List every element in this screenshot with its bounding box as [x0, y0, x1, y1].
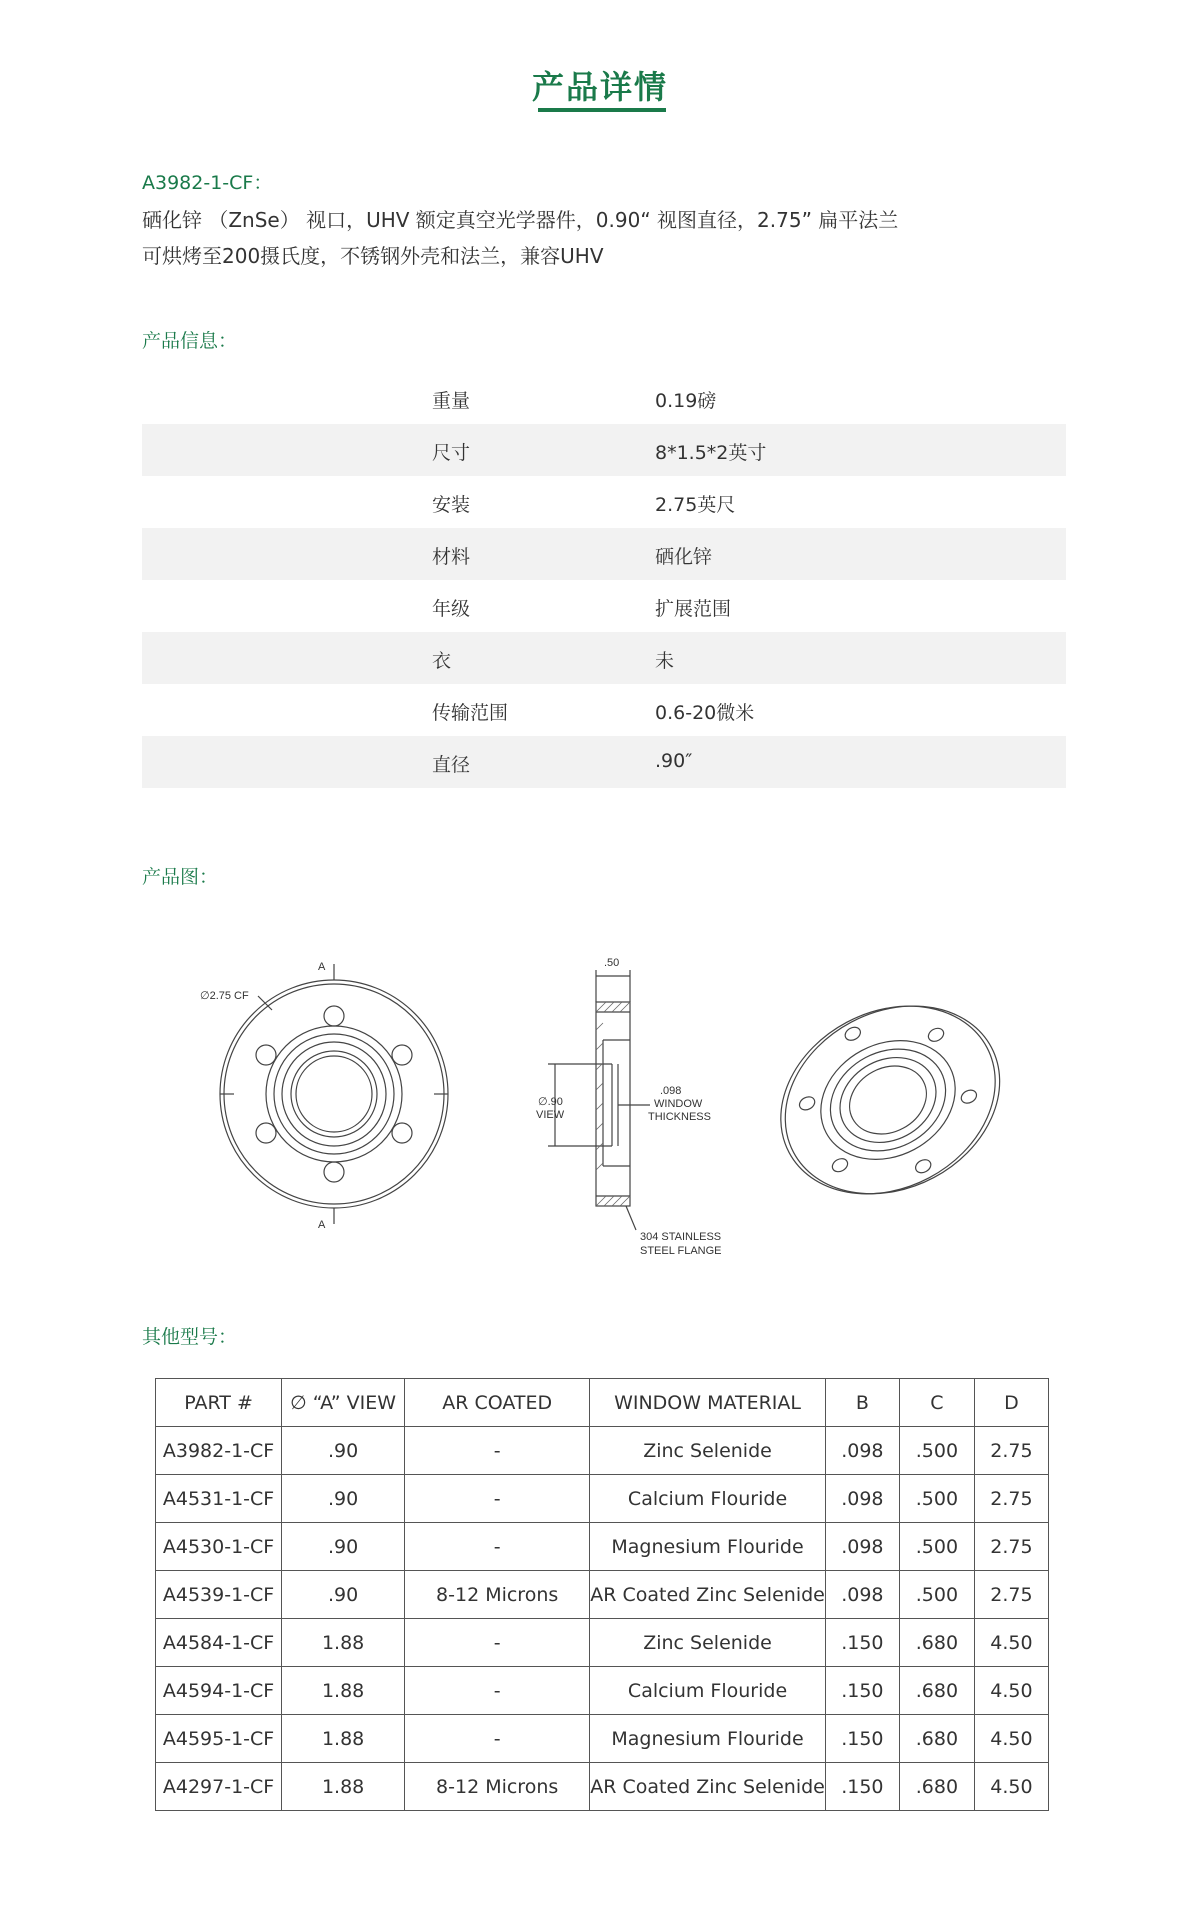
- column-header: ∅ “A” VIEW: [282, 1379, 405, 1427]
- table-cell: Zinc Selenide: [590, 1619, 826, 1667]
- table-cell: 8-12 Microns: [405, 1571, 590, 1619]
- width-label: .50: [604, 957, 620, 969]
- column-header: WINDOW MATERIAL: [590, 1379, 826, 1427]
- info-heading: 产品信息：: [142, 330, 238, 352]
- spec-key: 年级: [432, 598, 471, 620]
- table-cell: Magnesium Flouride: [590, 1715, 826, 1763]
- spec-key: 尺寸: [432, 442, 471, 464]
- table-cell: .500: [899, 1523, 974, 1571]
- table-cell: 2.75: [974, 1475, 1048, 1523]
- section-a-top-label: A: [318, 961, 326, 973]
- title-underline: [538, 108, 666, 112]
- description-line-1: 硒化锌 （ZnSe） 视口，UHV 额定真空光学器件，0.90“ 视图直径，2.75” 扁平法兰: [142, 208, 899, 232]
- table-cell: -: [405, 1523, 590, 1571]
- table-cell: .500: [899, 1571, 974, 1619]
- table-cell: Magnesium Flouride: [590, 1523, 826, 1571]
- spec-row: [142, 424, 1066, 476]
- section-a-bottom-label: A: [318, 1219, 326, 1231]
- table-cell: 1.88: [282, 1619, 405, 1667]
- spec-value: .90″: [655, 750, 693, 772]
- table-cell: .500: [899, 1475, 974, 1523]
- spec-value: 扩展范围: [655, 598, 732, 620]
- spec-row: [142, 528, 1066, 580]
- spec-table: [142, 372, 1066, 788]
- column-header: B: [825, 1379, 899, 1427]
- table-cell: 4.50: [974, 1667, 1048, 1715]
- table-cell: 1.88: [282, 1715, 405, 1763]
- table-cell: .90: [282, 1475, 405, 1523]
- technical-drawing: [0, 940, 1200, 1280]
- table-cell: 2.75: [974, 1427, 1048, 1475]
- spec-key: 直径: [432, 754, 471, 776]
- spec-value: 0.19磅: [655, 390, 717, 412]
- table-cell: .90: [282, 1571, 405, 1619]
- thickness-label: THICKNESS: [648, 1111, 711, 1123]
- flange-material-label-1: 304 STAINLESS: [640, 1231, 722, 1243]
- table-row: [156, 1523, 1049, 1571]
- column-header: PART #: [156, 1379, 282, 1427]
- table-cell: .098: [825, 1523, 899, 1571]
- view-label: VIEW: [536, 1109, 565, 1121]
- column-header: D: [974, 1379, 1048, 1427]
- table-cell: A4530-1-CF: [156, 1523, 282, 1571]
- table-row: [156, 1619, 1049, 1667]
- spec-key: 传输范围: [432, 702, 509, 724]
- table-cell: .680: [899, 1763, 974, 1811]
- spec-value: 未: [655, 650, 675, 672]
- model-label: A3982-1-CF：: [142, 172, 273, 194]
- table-cell: 2.75: [974, 1571, 1048, 1619]
- table-cell: 1.88: [282, 1667, 405, 1715]
- table-cell: 8-12 Microns: [405, 1763, 590, 1811]
- table-cell: 4.50: [974, 1763, 1048, 1811]
- column-header: AR COATED: [405, 1379, 590, 1427]
- models-table: [155, 1378, 1049, 1811]
- table-cell: .680: [899, 1667, 974, 1715]
- spec-row: [142, 580, 1066, 632]
- front-view: [220, 964, 448, 1224]
- spec-value: 硒化锌: [655, 546, 713, 568]
- drawing-heading: 产品图：: [142, 866, 219, 888]
- table-row: [156, 1715, 1049, 1763]
- table-cell: 4.50: [974, 1619, 1048, 1667]
- table-row: [156, 1763, 1049, 1811]
- table-cell: -: [405, 1715, 590, 1763]
- table-cell: .150: [825, 1715, 899, 1763]
- table-cell: AR Coated Zinc Selenide: [590, 1763, 826, 1811]
- table-cell: A4531-1-CF: [156, 1475, 282, 1523]
- spec-row: [142, 736, 1066, 788]
- table-header-row: [156, 1379, 1049, 1427]
- table-cell: Calcium Flouride: [590, 1667, 826, 1715]
- table-cell: -: [405, 1619, 590, 1667]
- page-title: 产品详情: [531, 68, 668, 106]
- spec-value: 2.75英尺: [655, 494, 736, 516]
- table-cell: .150: [825, 1763, 899, 1811]
- thickness-window-label: WINDOW: [654, 1098, 703, 1110]
- table-cell: -: [405, 1475, 590, 1523]
- table-cell: .150: [825, 1667, 899, 1715]
- column-header: C: [899, 1379, 974, 1427]
- spec-row: [142, 684, 1066, 736]
- table-cell: -: [405, 1667, 590, 1715]
- table-cell: 2.75: [974, 1523, 1048, 1571]
- table-row: [156, 1475, 1049, 1523]
- table-cell: A4539-1-CF: [156, 1571, 282, 1619]
- isometric-view: [748, 968, 1033, 1232]
- description-line-2: 可烘烤至200摄氏度，不锈钢外壳和法兰，兼容UHV: [142, 244, 604, 268]
- spec-key: 衣: [432, 650, 452, 672]
- spec-row: [142, 372, 1066, 424]
- table-cell: A3982-1-CF: [156, 1427, 282, 1475]
- table-cell: A4297-1-CF: [156, 1763, 282, 1811]
- table-cell: .90: [282, 1523, 405, 1571]
- spec-row: [142, 476, 1066, 528]
- table-cell: .680: [899, 1715, 974, 1763]
- table-cell: .098: [825, 1475, 899, 1523]
- table-cell: A4584-1-CF: [156, 1619, 282, 1667]
- cf-diameter-label: ∅2.75 CF: [200, 990, 249, 1002]
- table-cell: A4595-1-CF: [156, 1715, 282, 1763]
- table-cell: AR Coated Zinc Selenide: [590, 1571, 826, 1619]
- table-cell: Zinc Selenide: [590, 1427, 826, 1475]
- spec-row: [142, 632, 1066, 684]
- table-row: [156, 1667, 1049, 1715]
- table-cell: 4.50: [974, 1715, 1048, 1763]
- table-cell: .098: [825, 1427, 899, 1475]
- spec-value: 8*1.5*2英寸: [655, 442, 767, 464]
- table-cell: -: [405, 1427, 590, 1475]
- spec-key: 安装: [432, 494, 471, 516]
- table-cell: .098: [825, 1571, 899, 1619]
- table-cell: .680: [899, 1619, 974, 1667]
- models-heading: 其他型号：: [142, 1326, 238, 1348]
- table-cell: .150: [825, 1619, 899, 1667]
- flange-material-label-2: STEEL FLANGE: [640, 1245, 722, 1257]
- table-cell: .500: [899, 1427, 974, 1475]
- spec-key: 材料: [432, 546, 471, 568]
- view-diameter-label: ∅.90: [538, 1096, 563, 1108]
- hatching: [596, 1002, 630, 1206]
- spec-value: 0.6-20微米: [655, 702, 755, 724]
- table-cell: .90: [282, 1427, 405, 1475]
- table-cell: A4594-1-CF: [156, 1667, 282, 1715]
- table-cell: Calcium Flouride: [590, 1475, 826, 1523]
- thickness-value-label: .098: [660, 1085, 682, 1097]
- spec-key: 重量: [432, 390, 471, 412]
- table-row: [156, 1427, 1049, 1475]
- table-cell: 1.88: [282, 1763, 405, 1811]
- table-row: [156, 1571, 1049, 1619]
